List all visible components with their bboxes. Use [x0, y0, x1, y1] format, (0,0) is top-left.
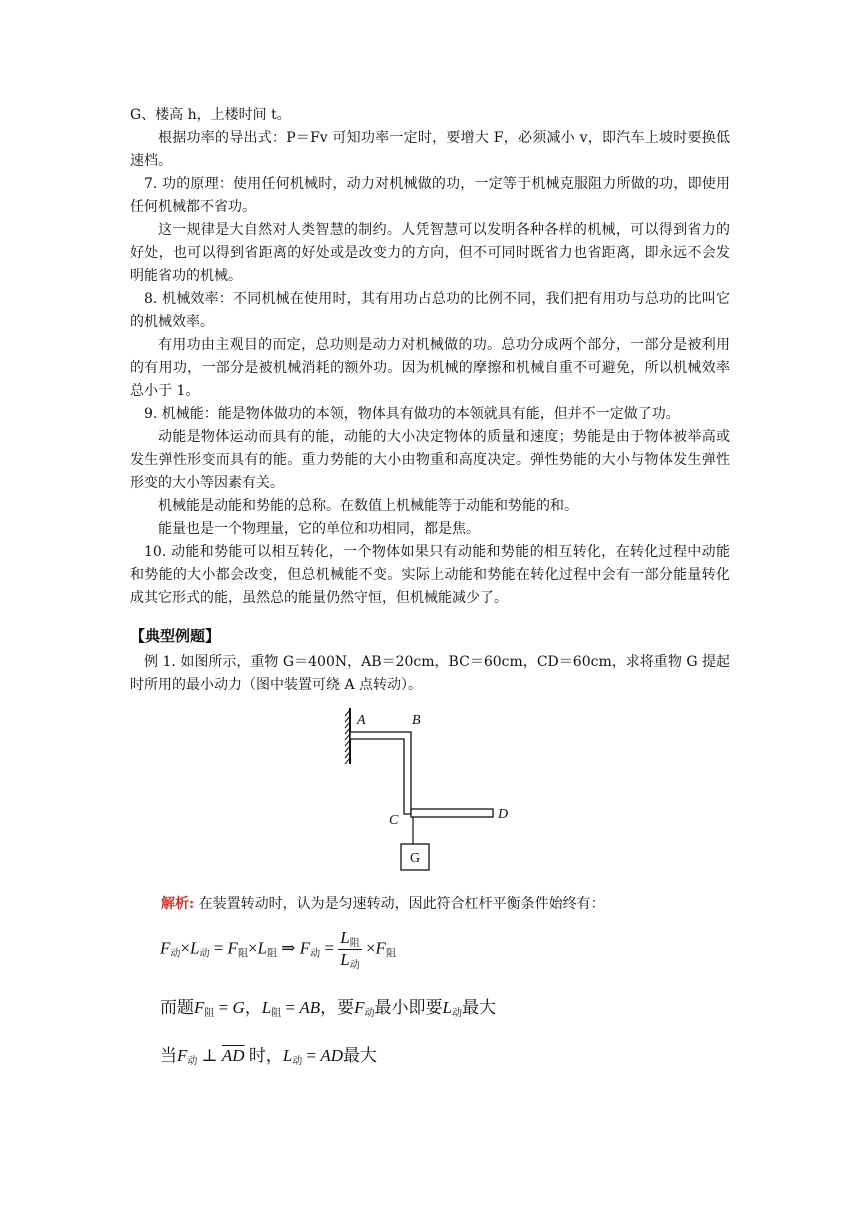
fraction: $\frac{L_阻}{L_动}$ — [340, 928, 360, 971]
paragraph-power: 根据功率的导出式：P＝Fv 可知功率一定时，要增大 F，必须减小 v，即汽车上坡时要换低速档。 — [130, 130, 730, 169]
analysis-text: 在装置转动时，认为是匀速转动，因此符合杠杆平衡条件始终有： — [198, 896, 605, 912]
label-g: G — [409, 851, 421, 866]
paragraph-intro: G、楼高 h，上楼时间 t。 — [130, 107, 291, 123]
label-d: D — [498, 807, 509, 822]
bar-abc — [350, 732, 411, 814]
paragraph-mech-energy: 9. 机械能：能是物体做功的本领，物体具有做功的本领就具有能，但并不一定做了功。 — [144, 406, 680, 422]
paragraph-nature-limit: 这一规律是大自然对人类智慧的制约。人凭智慧可以发明各种各样的机械，可以得到省力的好处，也可以得到省距离的好处或是改变力的方向，但不可同时既省力也省距离，即永远不会发明能省功的机械。 — [130, 222, 730, 284]
paragraph-sum: 机械能是动能和势能的总称。在数值上机械能等于动能和势能的和。 — [158, 498, 578, 514]
lever-diagram — [340, 702, 540, 878]
paragraph-unit: 能量也是一个物理量，它的单位和功相同，都是焦。 — [158, 521, 480, 537]
paragraph-useful-work: 有用功由主观目的而定，总功则是动力对机械做的功。总功分成两个部分，一部分是被利用的有用功，一部分是被机械消耗的额外功。因为机械的摩擦和机械自重不可避免，所以机械效率总小于 1。 — [130, 337, 730, 399]
formula-given: 而题$F_阻 = G$，$L_阻$ = AB，要$F_动$最小即要$L_动$最大 — [160, 998, 496, 1019]
formula-lever-balance: $F_动\times L_动 = F_阻\times L_阻$ ⇒ $F_动$ = $\frac{L_阻}{L_动}$ $\times F_阻$ — [160, 928, 396, 971]
paragraph-kinetic-potential: 动能是物体运动而具有的能，动能的大小决定物体的质量和速度；势能是由于物体被举高或发生弹性形变而具有的能。重力势能的大小由物重和高度决定。弹性势能的大小与物体发生弹性形变的大小等因素有关。 — [130, 429, 730, 491]
paragraph-conversion: 10. 动能和势能可以相互转化，一个物体如果只有动能和势能的相互转化，在转化过程中动能和势能的大小都会改变，但总机械能不变。实际上动能和势能在转化过程中会有一部分能量转化成其它形式的能，虽然总的能量仍然守恒，但机械能减少了。 — [130, 544, 730, 606]
formula-condition: 当$F_动$ ⊥ $\overline{AD}$ 时，$L_动$ = AD最大 — [160, 1046, 378, 1067]
label-a: A — [357, 713, 366, 728]
analysis-label: 解析: — [161, 896, 195, 912]
analysis-line — [161, 893, 605, 913]
label-b: B — [412, 713, 421, 728]
paragraph-efficiency: 8. 机械效率：不同机械在使用时，其有用功占总功的比例不同，我们把有用功与总功的比叫它的机械效率。 — [130, 291, 730, 330]
label-c: C — [389, 813, 399, 828]
bar-cd — [411, 809, 493, 817]
section-heading: 【典型例题】 — [130, 627, 221, 645]
example-1-text: 例 1. 如图所示，重物 G＝400N，AB＝20cm，BC＝60cm，CD＝60cm，求将重物 G 提起时所用的最小动力（图中装置可绕 A 点转动）。 — [130, 654, 730, 693]
paragraph-work-principle: 7. 功的原理：使用任何机械时，动力对机械做的功，一定等于机械克服阻力所做的功，即使用任何机械都不省功。 — [130, 176, 730, 215]
